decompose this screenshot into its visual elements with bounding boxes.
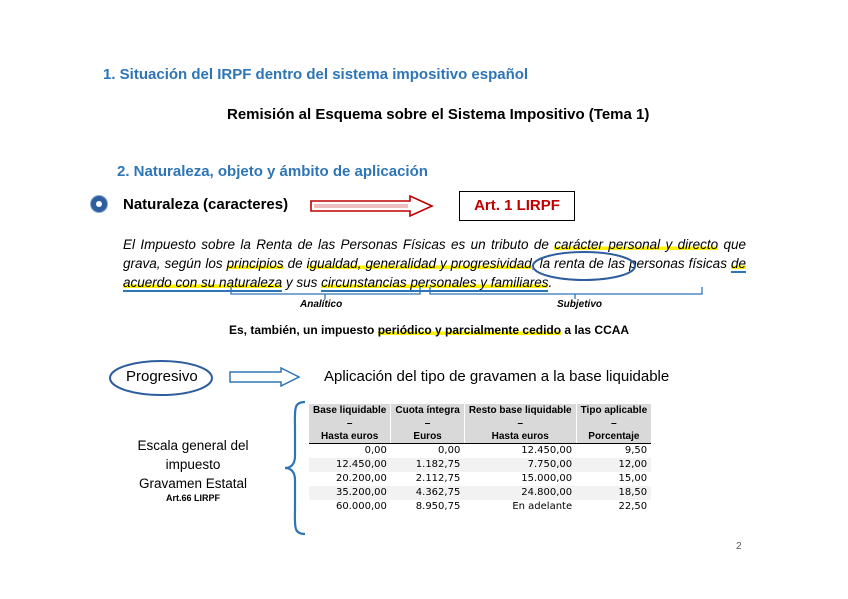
art-reference-box: Art. 1 LIRPF: [459, 191, 575, 221]
highlight-periodico: periódico y parcialmente cedido: [377, 323, 562, 337]
table-cell: 12.450,00: [309, 458, 391, 472]
section-heading-2: 2. Naturaleza, objeto y ámbito de aplicación: [117, 163, 428, 180]
table-row: [309, 500, 651, 514]
highlight-principios: principios: [226, 256, 284, 271]
table-cell: 1.182,75: [391, 458, 464, 472]
bracket-lines: [230, 286, 710, 300]
escala-article-ref: Art.66 LIRPF: [165, 493, 220, 503]
table-cell: 15,00: [618, 473, 648, 484]
radio-bullet-icon: [91, 196, 107, 212]
highlight-caracter: carácter personal y directo: [554, 237, 719, 252]
table-cell: 12.450,00: [521, 445, 573, 456]
table-header-cell: Hasta euros: [464, 430, 576, 444]
highlight-naturaleza: de acuerdo con su naturaleza: [123, 256, 746, 290]
paragraph-text: .: [548, 275, 553, 290]
progresividad-ellipse: [531, 250, 637, 282]
progresivo-label: Progresivo: [126, 368, 198, 385]
naturaleza-paragraph: [123, 235, 746, 292]
table-header-cell: Euros: [391, 430, 464, 444]
table-header-cell: –: [391, 417, 464, 430]
table-cell: 18,50: [576, 486, 651, 500]
escala-label: [128, 436, 258, 503]
table-cell: 15.000,00: [521, 473, 573, 484]
table-header-cell: Cuota íntegra: [391, 404, 464, 417]
table-header-cell: –: [309, 417, 391, 430]
paragraph-text: de: [283, 256, 307, 271]
table-row: [309, 444, 651, 459]
table-cell: 20.200,00: [335, 473, 387, 484]
table-cell: 0,00: [364, 445, 387, 456]
table-header-row: [309, 430, 651, 444]
arrow-right-icon: [229, 367, 301, 387]
tambien-part: a las CCAA: [561, 323, 630, 337]
paragraph-text: , la renta de las personas físicas: [531, 256, 731, 271]
table-cell: 2.112,75: [415, 473, 461, 484]
table-cell: 0,00: [438, 445, 461, 456]
table-cell: 8.950,75: [415, 501, 461, 512]
table-cell: 24.800,00: [464, 486, 576, 500]
table-header-cell: Tipo aplicable: [576, 404, 651, 417]
table-header-cell: –: [464, 417, 576, 430]
paragraph-text: El Impuesto sobre la Renta de las Personas Físicas es un tributo de: [123, 237, 555, 252]
table-row: [309, 472, 651, 486]
table-cell: 12,00: [576, 458, 651, 472]
page-number: 2: [736, 541, 742, 552]
paragraph-text: y sus: [282, 275, 322, 290]
escala-line: impuesto: [165, 457, 221, 472]
table-cell: 60.000,00: [335, 501, 387, 512]
table-row: [309, 486, 651, 500]
table-header-row: [309, 404, 651, 417]
table-cell: 35.200,00: [309, 486, 391, 500]
paragraph-text: que grava, según los: [123, 237, 746, 271]
table-header-cell: Base liquidable: [309, 404, 391, 417]
table-row: [309, 458, 651, 472]
table-cell: 9,50: [624, 445, 648, 456]
label-analitico: Analítico: [300, 299, 343, 310]
label-subjetivo: Subjetivo: [557, 299, 603, 310]
escala-line: Gravamen Estatal: [138, 476, 248, 491]
table-header-row: [309, 417, 651, 430]
table-header-cell: –: [576, 417, 651, 430]
table-header-cell: Porcentaje: [576, 430, 651, 444]
arrow-right-icon: [310, 195, 434, 217]
tax-rate-table: [309, 404, 651, 514]
section-heading-1: 1. Situación del IRPF dentro del sistema impositivo español: [103, 66, 529, 83]
table-cell: 7.750,00: [464, 458, 576, 472]
table-header-cell: Resto base liquidable: [464, 404, 576, 417]
tambien-part: Es, también, un impuesto: [229, 323, 378, 337]
highlight-circunstancias: circunstancias personales y familiares: [321, 275, 549, 290]
naturaleza-label: Naturaleza (caracteres): [123, 196, 289, 213]
table-cell: 22,50: [618, 501, 648, 512]
tambien-text: [229, 323, 629, 337]
remision-text: Remisión al Esquema sobre el Sistema Impositivo (Tema 1): [227, 106, 650, 123]
table-header-cell: Hasta euros: [309, 430, 391, 444]
escala-line: Escala general del: [137, 438, 249, 453]
highlight-principles-list: igualdad, generalidad y progresividad: [306, 256, 532, 271]
curly-brace-icon: [283, 400, 307, 536]
table-cell: 4.362,75: [391, 486, 464, 500]
aplicacion-heading: Aplicación del tipo de gravamen a la base liquidable: [324, 368, 670, 385]
table-cell: En adelante: [512, 501, 573, 512]
